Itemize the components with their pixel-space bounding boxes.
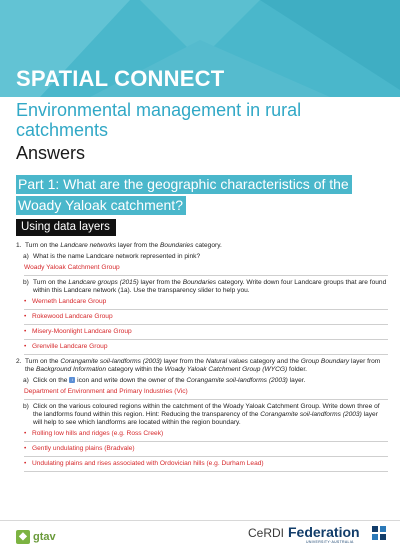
question-folder-name: Woady Yaloak Catchment Group (WYCG) [164,366,288,373]
bullet-icon: • [24,298,27,305]
answer-divider [24,339,388,340]
bullet-icon: • [24,460,27,467]
bullet-icon: • [24,343,27,350]
answer-text: Undulating plains and rises associated with Ordovician hills (e.g. Durham Lead) [32,460,264,467]
answer-text: Gently undulating plains (Bradvale) [32,445,135,452]
answer-text: Rolling low hills and ridges (e.g. Ross Creek) [32,430,164,437]
document-subtitle: Environmental management in rural catchments [16,100,302,140]
answer-item [16,445,388,453]
answer-item [16,343,388,351]
question-text: folder. [287,366,307,373]
gtav-leaf-icon: ◆ [16,530,30,544]
question-text: layer from the [25,358,381,373]
subquestion-layer-name: Landcare groups (2015) [68,279,139,286]
answer-divider [24,324,388,325]
bullet-icon: • [24,328,27,335]
section-heading: Using data layers [16,219,116,236]
subquestion-text: icon and write down the owner of the [75,377,187,384]
question-layer-name: Landcare networks [60,242,117,249]
answer-1a: Woady Yaloak Catchment Group [24,264,120,271]
question-2a [16,377,388,385]
question-layer-name: Corangamite soil-landforms (2003) [60,358,162,365]
answer-divider [24,309,388,310]
question-1a [16,253,388,261]
question-1 [16,242,388,250]
answer-item [16,460,388,468]
subquestion-layer-name: Corangamite soil-landforms (2003) [260,411,362,418]
subquestion-number: b) [23,403,29,410]
answer-text: Misery-Moonlight Landcare Group [32,328,132,335]
cerdi-logo: CeRDI [248,526,285,540]
question-number: 2. [16,358,22,365]
subquestion-text: Click on the [33,377,70,384]
question-layer-name: Group Boundary [300,358,350,365]
part-heading-text: Part 1: What are the geographic characteristics of the Woady Yaloak catchment? [16,175,352,215]
answer-divider [24,275,388,276]
question-text: Turn on the [25,242,61,249]
federation-emblem-icon [372,526,386,540]
question-text: category. [193,242,222,249]
answer-text: Rokewood Landcare Group [32,313,113,320]
answer-divider [24,456,388,457]
header-banner [0,0,400,97]
footer-divider [0,520,400,521]
answer-divider [24,399,388,400]
subquestion-text: layer from the [138,279,183,286]
answer-item [16,430,388,438]
subquestion-number: b) [23,279,29,286]
answer-2a: Department of Environment and Primary Industries (Vic) [24,388,188,395]
subquestion-text: Turn on the [33,279,69,286]
subquestion-layer-name: Corangamite soil-landforms (2003) [186,377,288,384]
answer-divider [24,471,388,472]
page-label: Answers [16,143,86,163]
part-heading [16,174,356,216]
question-2b [16,403,388,427]
question-text: layer from the [116,242,161,249]
question-text: category within the [106,366,165,373]
gtav-wordmark: gtav [33,531,56,543]
worksheet-body [16,242,388,475]
bullet-icon: • [24,313,27,320]
answer-text: Grenville Landcare Group [32,343,108,350]
bullet-icon: • [24,430,27,437]
subquestion-category-name: Boundaries [182,279,217,286]
question-2 [16,358,388,374]
info-icon: i [69,377,75,383]
question-number: 1. [16,242,22,249]
brand-title: SPATIAL CONNECT [16,66,225,91]
answer-divider [24,354,388,355]
answer-divider [24,441,388,442]
question-category-name: Boundaries [160,242,194,249]
question-category-name: Background Information [36,366,107,373]
question-text: layer from the [161,358,206,365]
answer-item [16,313,388,321]
subquestion-text: Click on the various coloured regions within the catchment of the Woady Yaloak Catchment Group. Write down three of the landforms found within this region. Hint: Reducing the transparency of the [33,403,380,418]
subquestion-text: layer. [287,377,306,384]
subquestion-text: layer will help to see which landforms are located within the region boundary. [33,411,378,426]
subquestion-number: a) [23,377,29,384]
question-category-name: Natural values [205,358,248,365]
answer-item [16,328,388,336]
answer-text: Werneth Landcare Group [32,298,107,305]
bullet-icon: • [24,445,27,452]
subquestion-number: a) [23,253,29,260]
subquestion-text: category. Write down four Landcare groups that are found within this Landcare network (1a). Use the transparency slider to help you. [33,279,387,294]
gtav-logo [16,530,66,544]
federation-logo: Federation [288,524,360,540]
question-text: category and the [247,358,301,365]
answer-item [16,298,388,306]
question-1b [16,279,388,295]
question-text: Turn on the [25,358,61,365]
federation-subtitle: UNIVERSITY·AUSTRALIA [306,540,354,544]
subquestion-text: What is the name Landcare network represented in pink? [33,253,201,260]
